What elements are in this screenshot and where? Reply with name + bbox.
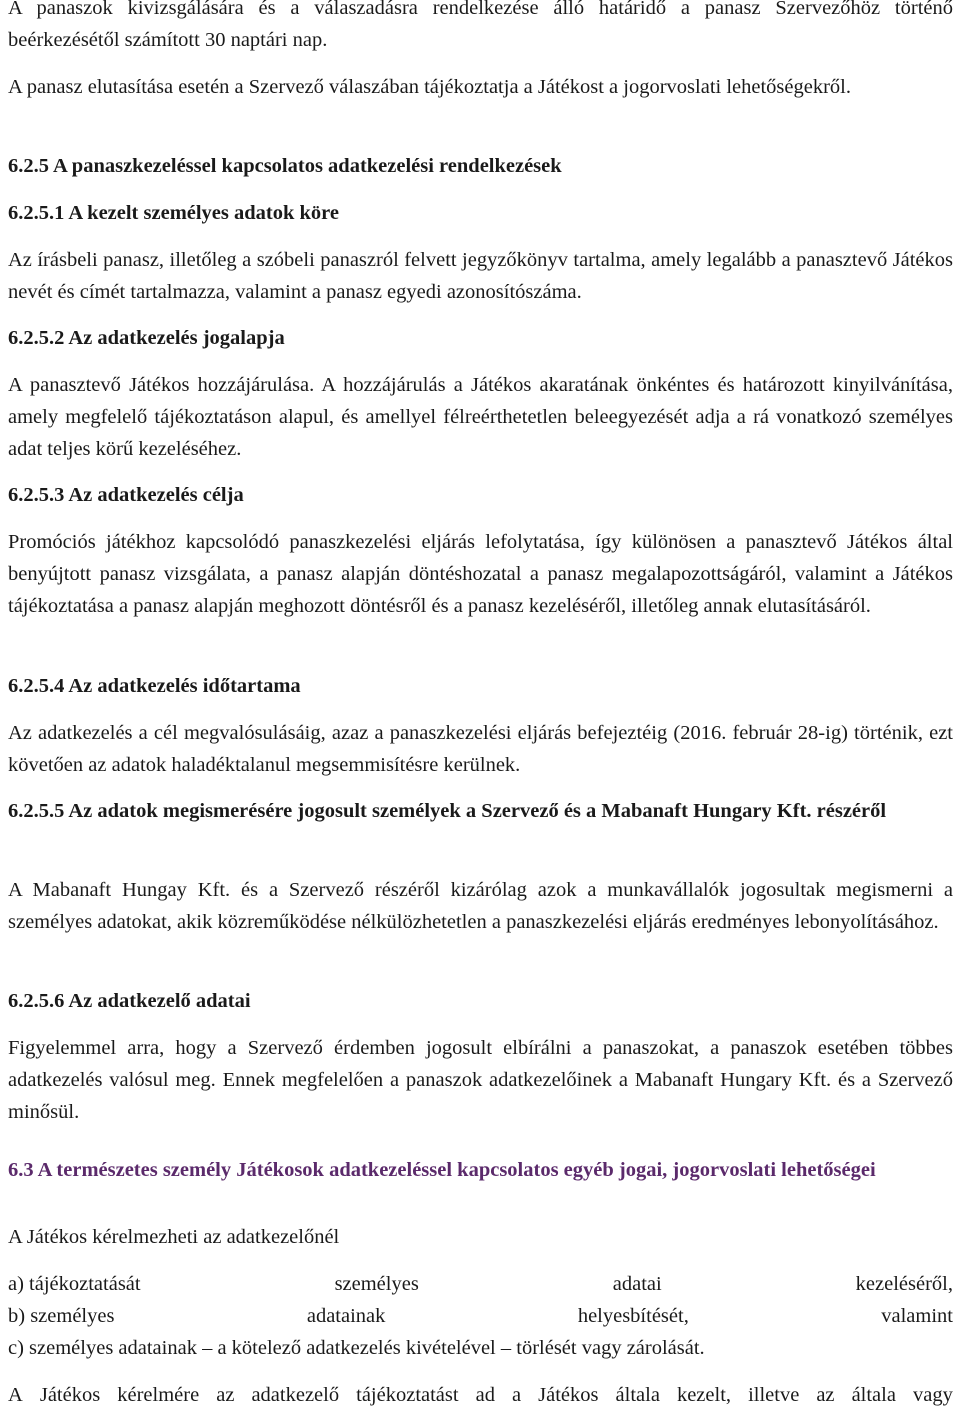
paragraph-6-2-5-6: Figyelemmel arra, hogy a Szervező érdemben jogosult elbírálni a panaszokat, a panaszok esetében többes adatkezelés valósul meg. Ennek megfelelően a panaszok adatkezelőinek a Mabanaft Hungary Kft. és a Szervező minősül. [8, 1037, 953, 1123]
heading-6-2-5: 6.2.5 A panaszkezeléssel kapcsolatos adatkezelési rendelkezések [8, 155, 562, 177]
heading-6-2-5-4: 6.2.5.4 Az adatkezelés időtartama [8, 675, 301, 697]
word: tájékoztatást [356, 1384, 459, 1406]
paragraph-6-2-5-2: A panasztevő Játékos hozzájárulása. A hozzájárulás a Játékos akaratának önkéntes és határozott kinyilvánítása, amely megfelelő tájékoztatáson alapul, és amellyel félreérthetetlen beleegyezését adja a rá vonatkozó személyes adat teljes körű kezeléséhez. [8, 374, 953, 460]
word: kérelmére [117, 1384, 200, 1406]
list-item-a-word: a) tájékoztatását [8, 1273, 141, 1295]
word: adatkezelő [251, 1384, 340, 1406]
heading-6-2-5-3: 6.2.5.3 Az adatkezelés célja [8, 484, 244, 506]
list-item-b-word: adatainak [306, 1305, 386, 1327]
word: illetve [748, 1384, 800, 1406]
heading-6-3: 6.3 A természetes személy Játékosok adatkezeléssel kapcsolatos egyéb jogai, jogorvoslati lehetőségei [8, 1159, 876, 1181]
list-item-c: c) személyes adatainak – a kötelező adatkezelés kivételével – törlését vagy zárolását. [8, 1337, 705, 1359]
paragraph-rejection: A panasz elutasítása esetén a Szervező válaszában tájékoztatja a Játékost a jogorvoslati lehetőségekről. [8, 76, 852, 98]
list-item-b-word: b) személyes [8, 1305, 115, 1327]
paragraph-last-line [8, 1379, 953, 1411]
heading-6-2-5-6: 6.2.5.6 Az adatkezelő adatai [8, 990, 251, 1012]
paragraph-6-3-intro: A Játékos kérelmezheti az adatkezelőnél [8, 1226, 340, 1248]
paragraph-6-2-5-3: Promóciós játékhoz kapcsolódó panaszkezelési eljárás lefolytatása, így különösen a panasztevő Játékos által benyújtott panasz vizsgálata, a panasz alapján döntéshozatal a panasz megalapozottságáról, valamint a Játékos tájékoztatása a panasz alapján meghozott döntésről és a panasz kezeléséről, illetőleg annak elutasításáról. [8, 531, 953, 617]
word: kezelt, [676, 1384, 732, 1406]
list-item-b-word: helyesbítését, [577, 1305, 689, 1327]
list-item-a-word: adatai [612, 1273, 662, 1295]
word: Játékos [538, 1384, 599, 1406]
list-item-a-word: személyes [334, 1273, 419, 1295]
paragraph-6-2-5-4: Az adatkezelés a cél megvalósulásáig, azaz a panaszkezelési eljárás befejeztéig (2016. február 28-ig) történik, ezt követően az adatok haladéktalanul megsemmisítésre kerülnek. [8, 722, 953, 776]
list-item-a [8, 1268, 953, 1300]
word: az [816, 1384, 835, 1406]
word: ad [475, 1384, 495, 1406]
word: az [216, 1384, 235, 1406]
paragraph-deadline: A panaszok kivizsgálására és a válaszadásra rendelkezése álló határidő a panasz Szervezőhöz történő beérkezésétől számított 30 naptári nap. [8, 0, 953, 51]
word: általa [615, 1384, 660, 1406]
heading-6-2-5-2: 6.2.5.2 Az adatkezelés jogalapja [8, 327, 285, 349]
word: A [8, 1384, 23, 1406]
heading-6-2-5-1: 6.2.5.1 A kezelt személyes adatok köre [8, 202, 339, 224]
list-item-b-word: valamint [881, 1305, 953, 1327]
word: általa [851, 1384, 896, 1406]
word: Játékos [39, 1384, 101, 1406]
list-item-a-word: kezeléséről, [855, 1273, 953, 1295]
word: vagy [912, 1384, 953, 1406]
word: a [512, 1384, 522, 1406]
list-item-b [8, 1300, 953, 1332]
heading-6-2-5-5: 6.2.5.5 Az adatok megismerésére jogosult személyek a Szervező és a Mabanaft Hungary Kft. részéről [8, 800, 887, 822]
paragraph-6-2-5-5: A Mabanaft Hungay Kft. és a Szervező részéről kizárólag azok a munkavállalók jogosultak megismerni a személyes adatokat, akik közreműködése nélkülözhetetlen a panaszkezelési eljárás eredményes lebonyolításához. [8, 879, 953, 933]
paragraph-6-2-5-1: Az írásbeli panasz, illetőleg a szóbeli panaszról felvett jegyzőkönyv tartalma, amely legalább a panasztevő Játékos nevét és címét tartalmazza, valamint a panasz egyedi azonosítószáma. [8, 249, 953, 303]
